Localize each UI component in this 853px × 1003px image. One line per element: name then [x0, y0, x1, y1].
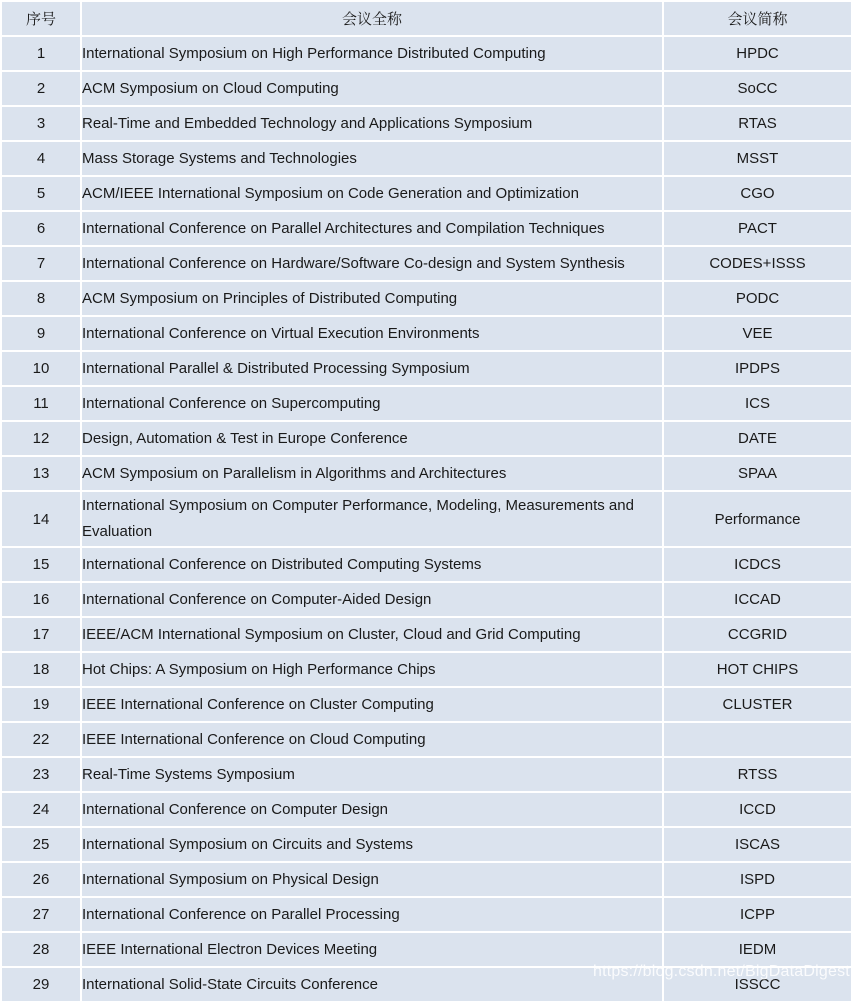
row-abbr [664, 723, 851, 756]
row-abbr: VEE [664, 317, 851, 350]
row-full-name: International Conference on Distributed Computing Systems [82, 548, 662, 581]
row-index: 5 [2, 177, 80, 210]
row-abbr: RTSS [664, 758, 851, 791]
row-index: 14 [2, 492, 80, 546]
table-row [2, 37, 851, 70]
row-index: 2 [2, 72, 80, 105]
row-index: 18 [2, 653, 80, 686]
table-row [2, 457, 851, 490]
row-abbr: IEDM [664, 933, 851, 966]
row-abbr: ICDCS [664, 548, 851, 581]
table-row [2, 583, 851, 616]
header-full-name: 会议全称 [82, 2, 662, 35]
row-index: 1 [2, 37, 80, 70]
row-abbr: ICCAD [664, 583, 851, 616]
row-abbr: PODC [664, 282, 851, 315]
row-full-name: International Symposium on Computer Performance, Modeling, Measurements and Evaluation [82, 492, 662, 546]
table-row [2, 653, 851, 686]
row-index: 26 [2, 863, 80, 896]
row-full-name: International Parallel & Distributed Processing Symposium [82, 352, 662, 385]
row-index: 25 [2, 828, 80, 861]
row-full-name: Real-Time Systems Symposium [82, 758, 662, 791]
row-full-name: ACM Symposium on Cloud Computing [82, 72, 662, 105]
row-abbr: Performance [664, 492, 851, 546]
row-full-name: International Conference on Computer Design [82, 793, 662, 826]
row-full-name: Hot Chips: A Symposium on High Performance Chips [82, 653, 662, 686]
row-full-name: Design, Automation & Test in Europe Conference [82, 422, 662, 455]
table-row [2, 317, 851, 350]
table-row [2, 177, 851, 210]
row-index: 3 [2, 107, 80, 140]
table-row [2, 142, 851, 175]
row-full-name: International Conference on Hardware/Software Co-design and System Synthesis [82, 247, 662, 280]
table-row [2, 863, 851, 896]
table-row [2, 212, 851, 245]
row-abbr: ISPD [664, 863, 851, 896]
row-abbr: IPDPS [664, 352, 851, 385]
row-abbr: MSST [664, 142, 851, 175]
row-index: 7 [2, 247, 80, 280]
row-full-name: ACM/IEEE International Symposium on Code Generation and Optimization [82, 177, 662, 210]
row-abbr: PACT [664, 212, 851, 245]
table-row [2, 618, 851, 651]
table-row [2, 352, 851, 385]
row-index: 4 [2, 142, 80, 175]
row-index: 17 [2, 618, 80, 651]
table-row [2, 933, 851, 966]
table-row [2, 688, 851, 721]
row-abbr: CCGRID [664, 618, 851, 651]
table-row [2, 898, 851, 931]
header-index: 序号 [2, 2, 80, 35]
row-abbr: SoCC [664, 72, 851, 105]
row-index: 27 [2, 898, 80, 931]
row-full-name: International Solid-State Circuits Conference [82, 968, 662, 1001]
table-row [2, 548, 851, 581]
table-row [2, 968, 851, 1001]
row-full-name: International Conference on Computer-Aided Design [82, 583, 662, 616]
table-row [2, 758, 851, 791]
row-full-name: International Conference on Parallel Architectures and Compilation Techniques [82, 212, 662, 245]
row-full-name: International Symposium on High Performance Distributed Computing [82, 37, 662, 70]
row-abbr: CGO [664, 177, 851, 210]
row-abbr: SPAA [664, 457, 851, 490]
table-row [2, 107, 851, 140]
row-abbr: ICPP [664, 898, 851, 931]
table-row [2, 723, 851, 756]
row-full-name: IEEE International Conference on Cluster Computing [82, 688, 662, 721]
row-index: 9 [2, 317, 80, 350]
row-abbr: HOT CHIPS [664, 653, 851, 686]
table-row [2, 492, 851, 546]
row-abbr: CLUSTER [664, 688, 851, 721]
header-abbr: 会议简称 [664, 2, 851, 35]
table-row [2, 247, 851, 280]
row-full-name: International Conference on Virtual Execution Environments [82, 317, 662, 350]
table-row [2, 282, 851, 315]
table-row [2, 793, 851, 826]
row-index: 12 [2, 422, 80, 455]
row-full-name: International Symposium on Physical Design [82, 863, 662, 896]
row-index: 10 [2, 352, 80, 385]
row-index: 15 [2, 548, 80, 581]
row-index: 29 [2, 968, 80, 1001]
row-abbr: ISCAS [664, 828, 851, 861]
table-row [2, 72, 851, 105]
row-index: 8 [2, 282, 80, 315]
row-full-name: Mass Storage Systems and Technologies [82, 142, 662, 175]
table-row [2, 387, 851, 420]
row-full-name: International Conference on Parallel Processing [82, 898, 662, 931]
row-index: 23 [2, 758, 80, 791]
row-index: 24 [2, 793, 80, 826]
row-abbr: HPDC [664, 37, 851, 70]
row-index: 28 [2, 933, 80, 966]
row-abbr: CODES+ISSS [664, 247, 851, 280]
table-header-row [2, 2, 851, 35]
row-full-name: IEEE International Conference on Cloud Computing [82, 723, 662, 756]
table-row [2, 422, 851, 455]
row-index: 13 [2, 457, 80, 490]
table-row [2, 828, 851, 861]
row-abbr: DATE [664, 422, 851, 455]
row-abbr: ISSCC [664, 968, 851, 1001]
watermark: https://blog.csdn.net/BigDataDigest [593, 963, 850, 980]
row-full-name: ACM Symposium on Parallelism in Algorithms and Architectures [82, 457, 662, 490]
row-index: 22 [2, 723, 80, 756]
row-abbr: ICS [664, 387, 851, 420]
row-full-name: ACM Symposium on Principles of Distributed Computing [82, 282, 662, 315]
row-abbr: ICCD [664, 793, 851, 826]
row-full-name: International Symposium on Circuits and Systems [82, 828, 662, 861]
row-full-name: IEEE International Electron Devices Meeting [82, 933, 662, 966]
row-full-name: Real-Time and Embedded Technology and Applications Symposium [82, 107, 662, 140]
row-index: 6 [2, 212, 80, 245]
row-index: 16 [2, 583, 80, 616]
row-full-name: IEEE/ACM International Symposium on Cluster, Cloud and Grid Computing [82, 618, 662, 651]
row-index: 19 [2, 688, 80, 721]
row-full-name: International Conference on Supercomputing [82, 387, 662, 420]
row-index: 11 [2, 387, 80, 420]
row-abbr: RTAS [664, 107, 851, 140]
